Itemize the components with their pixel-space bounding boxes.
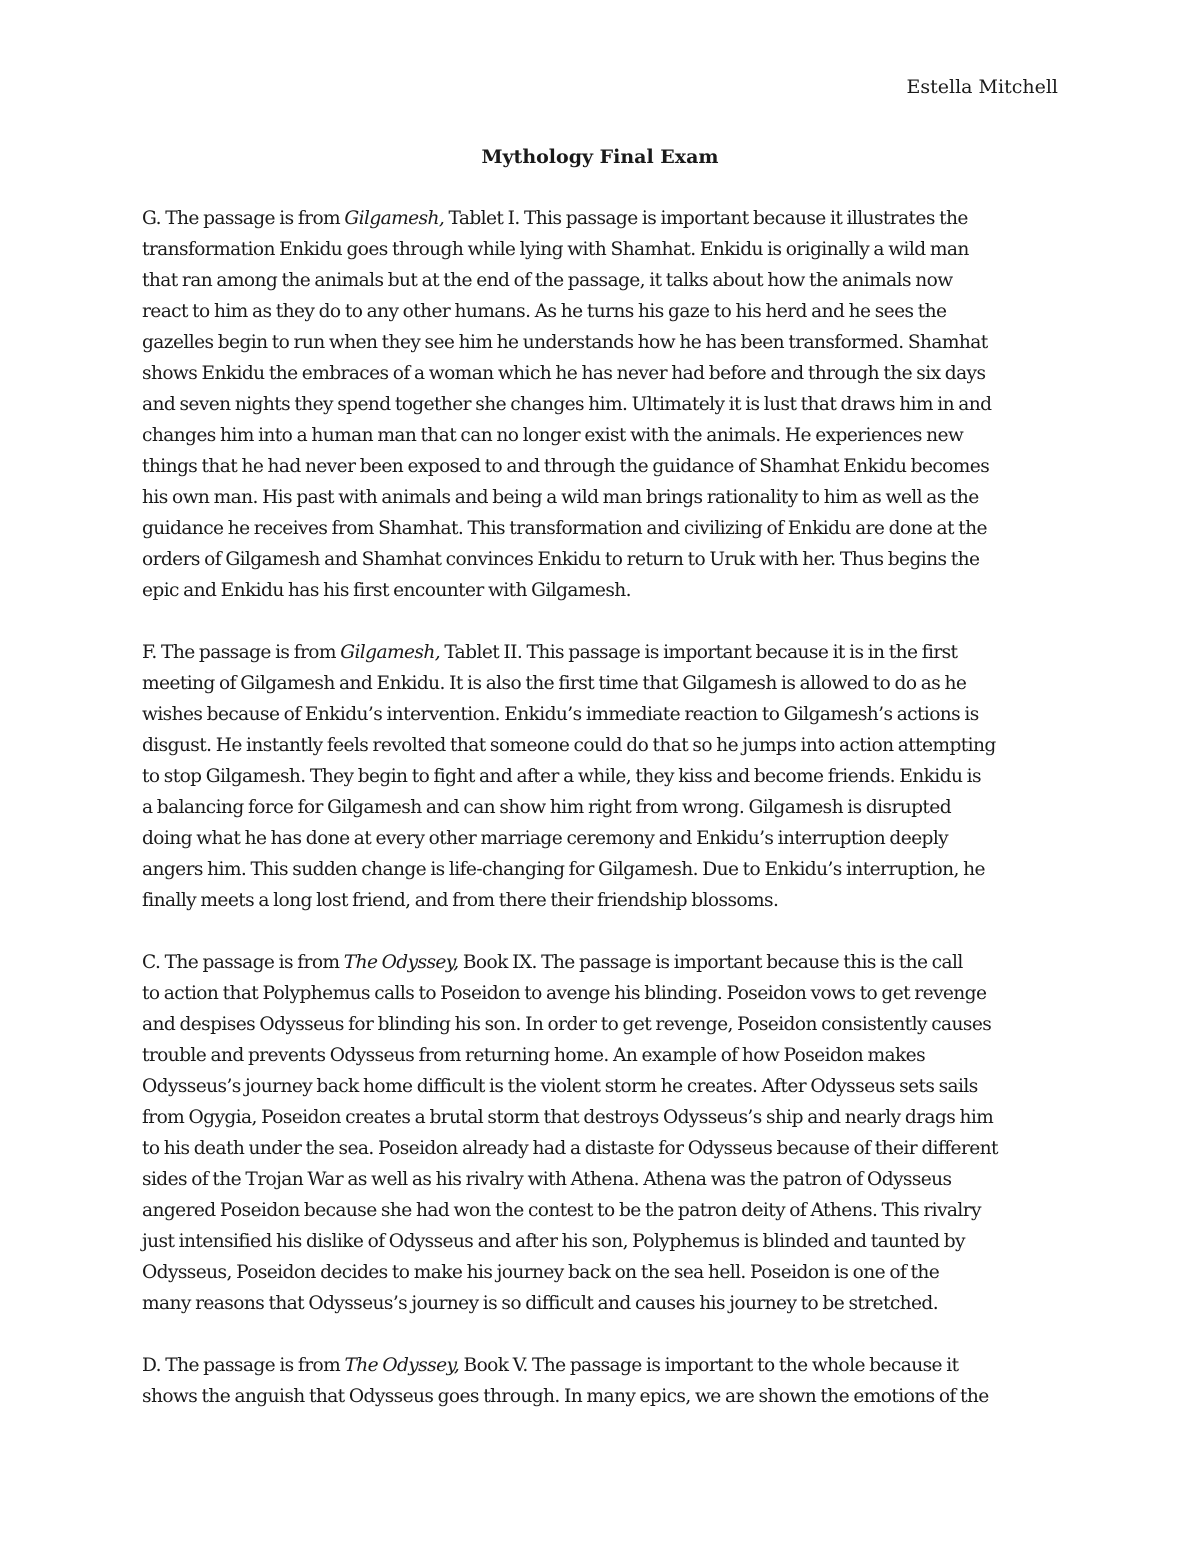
text-line: just intensified his dislike of Odysseus and after his son, Polyphemus is blinded and taunted by (142, 1231, 965, 1252)
work-title: Gilgamesh, (344, 208, 445, 229)
text-line: sides of the Trojan War as well as his rivalry with Athena. Athena was the patron of Odysseus (142, 1169, 952, 1190)
work-title: The Odyssey, (343, 952, 459, 973)
text-line: orders of Gilgamesh and Shamhat convinces Enkidu to return to Uruk with her. Thus begins the (142, 549, 980, 570)
work-title: The Odyssey, (344, 1355, 460, 1376)
text-line: finally meets a long lost friend, and from there their friendship blossoms. (142, 890, 779, 911)
text-line: and seven nights they spend together she changes him. Ultimately it is lust that draws him in and (142, 394, 992, 415)
text-line: angered Poseidon because she had won the contest to be the patron deity of Athens. This rivalry (142, 1200, 981, 1221)
text-line: shows the anguish that Odysseus goes through. In many epics, we are shown the emotions of the (142, 1386, 989, 1407)
text-line: that ran among the animals but at the end of the passage, it talks about how the animals now (142, 270, 953, 291)
text-line: gazelles begin to run when they see him he understands how he has been transformed. Shamhat (142, 332, 988, 353)
text-line: Odysseus, Poseidon decides to make his journey back on the sea hell. Poseidon is one of the (142, 1262, 940, 1283)
text-line: C. The passage is from The Odyssey, Book IX. The passage is important because this is the call (142, 952, 963, 973)
text-line: shows Enkidu the embraces of a woman which he has never had before and through the six days (142, 363, 986, 384)
text-line: G. The passage is from Gilgamesh, Tablet I. This passage is important because it illustrates the (142, 208, 968, 229)
text-line: to stop Gilgamesh. They begin to fight and after a while, they kiss and become friends. Enkidu is (142, 766, 981, 787)
answer-paragraph-g (142, 203, 1062, 606)
text-line: to his death under the sea. Poseidon already had a distaste for Odysseus because of their different (142, 1138, 998, 1159)
text-line: angers him. This sudden change is life-changing for Gilgamesh. Due to Enkidu’s interruption, he (142, 859, 985, 880)
answer-paragraph-d (142, 1350, 1062, 1412)
text-line: disgust. He instantly feels revolted that someone could do that so he jumps into action attempting (142, 735, 996, 756)
text-line: doing what he has done at every other marriage ceremony and Enkidu’s interruption deeply (142, 828, 949, 849)
text-line: F. The passage is from Gilgamesh, Tablet II. This passage is important because it is in the first (142, 642, 958, 663)
text-line: wishes because of Enkidu’s intervention. Enkidu’s immediate reaction to Gilgamesh’s actions is (142, 704, 979, 725)
text-line: to action that Polyphemus calls to Poseidon to avenge his blinding. Poseidon vows to get revenge (142, 983, 987, 1004)
text-line: trouble and prevents Odysseus from returning home. An example of how Poseidon makes (142, 1045, 926, 1066)
text-line: meeting of Gilgamesh and Enkidu. It is also the first time that Gilgamesh is allowed to do as he (142, 673, 967, 694)
text-line: guidance he receives from Shamhat. This transformation and civilizing of Enkidu are done at the (142, 518, 987, 539)
answer-paragraph-f (142, 637, 1062, 916)
text-line: Odysseus’s journey back home difficult is the violent storm he creates. After Odysseus sets sails (142, 1076, 978, 1097)
text-line: a balancing force for Gilgamesh and can show him right from wrong. Gilgamesh is disrupted (142, 797, 951, 818)
answer-paragraph-c (142, 947, 1062, 1319)
text-line: things that he had never been exposed to and through the guidance of Shamhat Enkidu becomes (142, 456, 990, 477)
text-line: and despises Odysseus for blinding his son. In order to get revenge, Poseidon consistently causes (142, 1014, 992, 1035)
text-line: his own man. His past with animals and being a wild man brings rationality to him as well as the (142, 487, 979, 508)
text-line: epic and Enkidu has his first encounter with Gilgamesh. (142, 580, 631, 601)
work-title: Gilgamesh, (340, 642, 441, 663)
page-title: Mythology Final Exam (481, 146, 719, 168)
text-line: D. The passage is from The Odyssey, Book V. The passage is important to the whole because it (142, 1355, 959, 1376)
text-line: many reasons that Odysseus’s journey is so difficult and causes his journey to be stretched. (142, 1293, 939, 1314)
text-line: react to him as they do to any other humans. As he turns his gaze to his herd and he sees the (142, 301, 947, 322)
text-line: from Ogygia, Poseidon creates a brutal storm that destroys Odysseus’s ship and nearly drags him (142, 1107, 994, 1128)
text-line: transformation Enkidu goes through while lying with Shamhat. Enkidu is originally a wild man (142, 239, 969, 260)
author-name: Estella Mitchell (906, 76, 1058, 98)
essay-body (142, 203, 1062, 1443)
text-line: changes him into a human man that can no longer exist with the animals. He experiences new (142, 425, 964, 446)
